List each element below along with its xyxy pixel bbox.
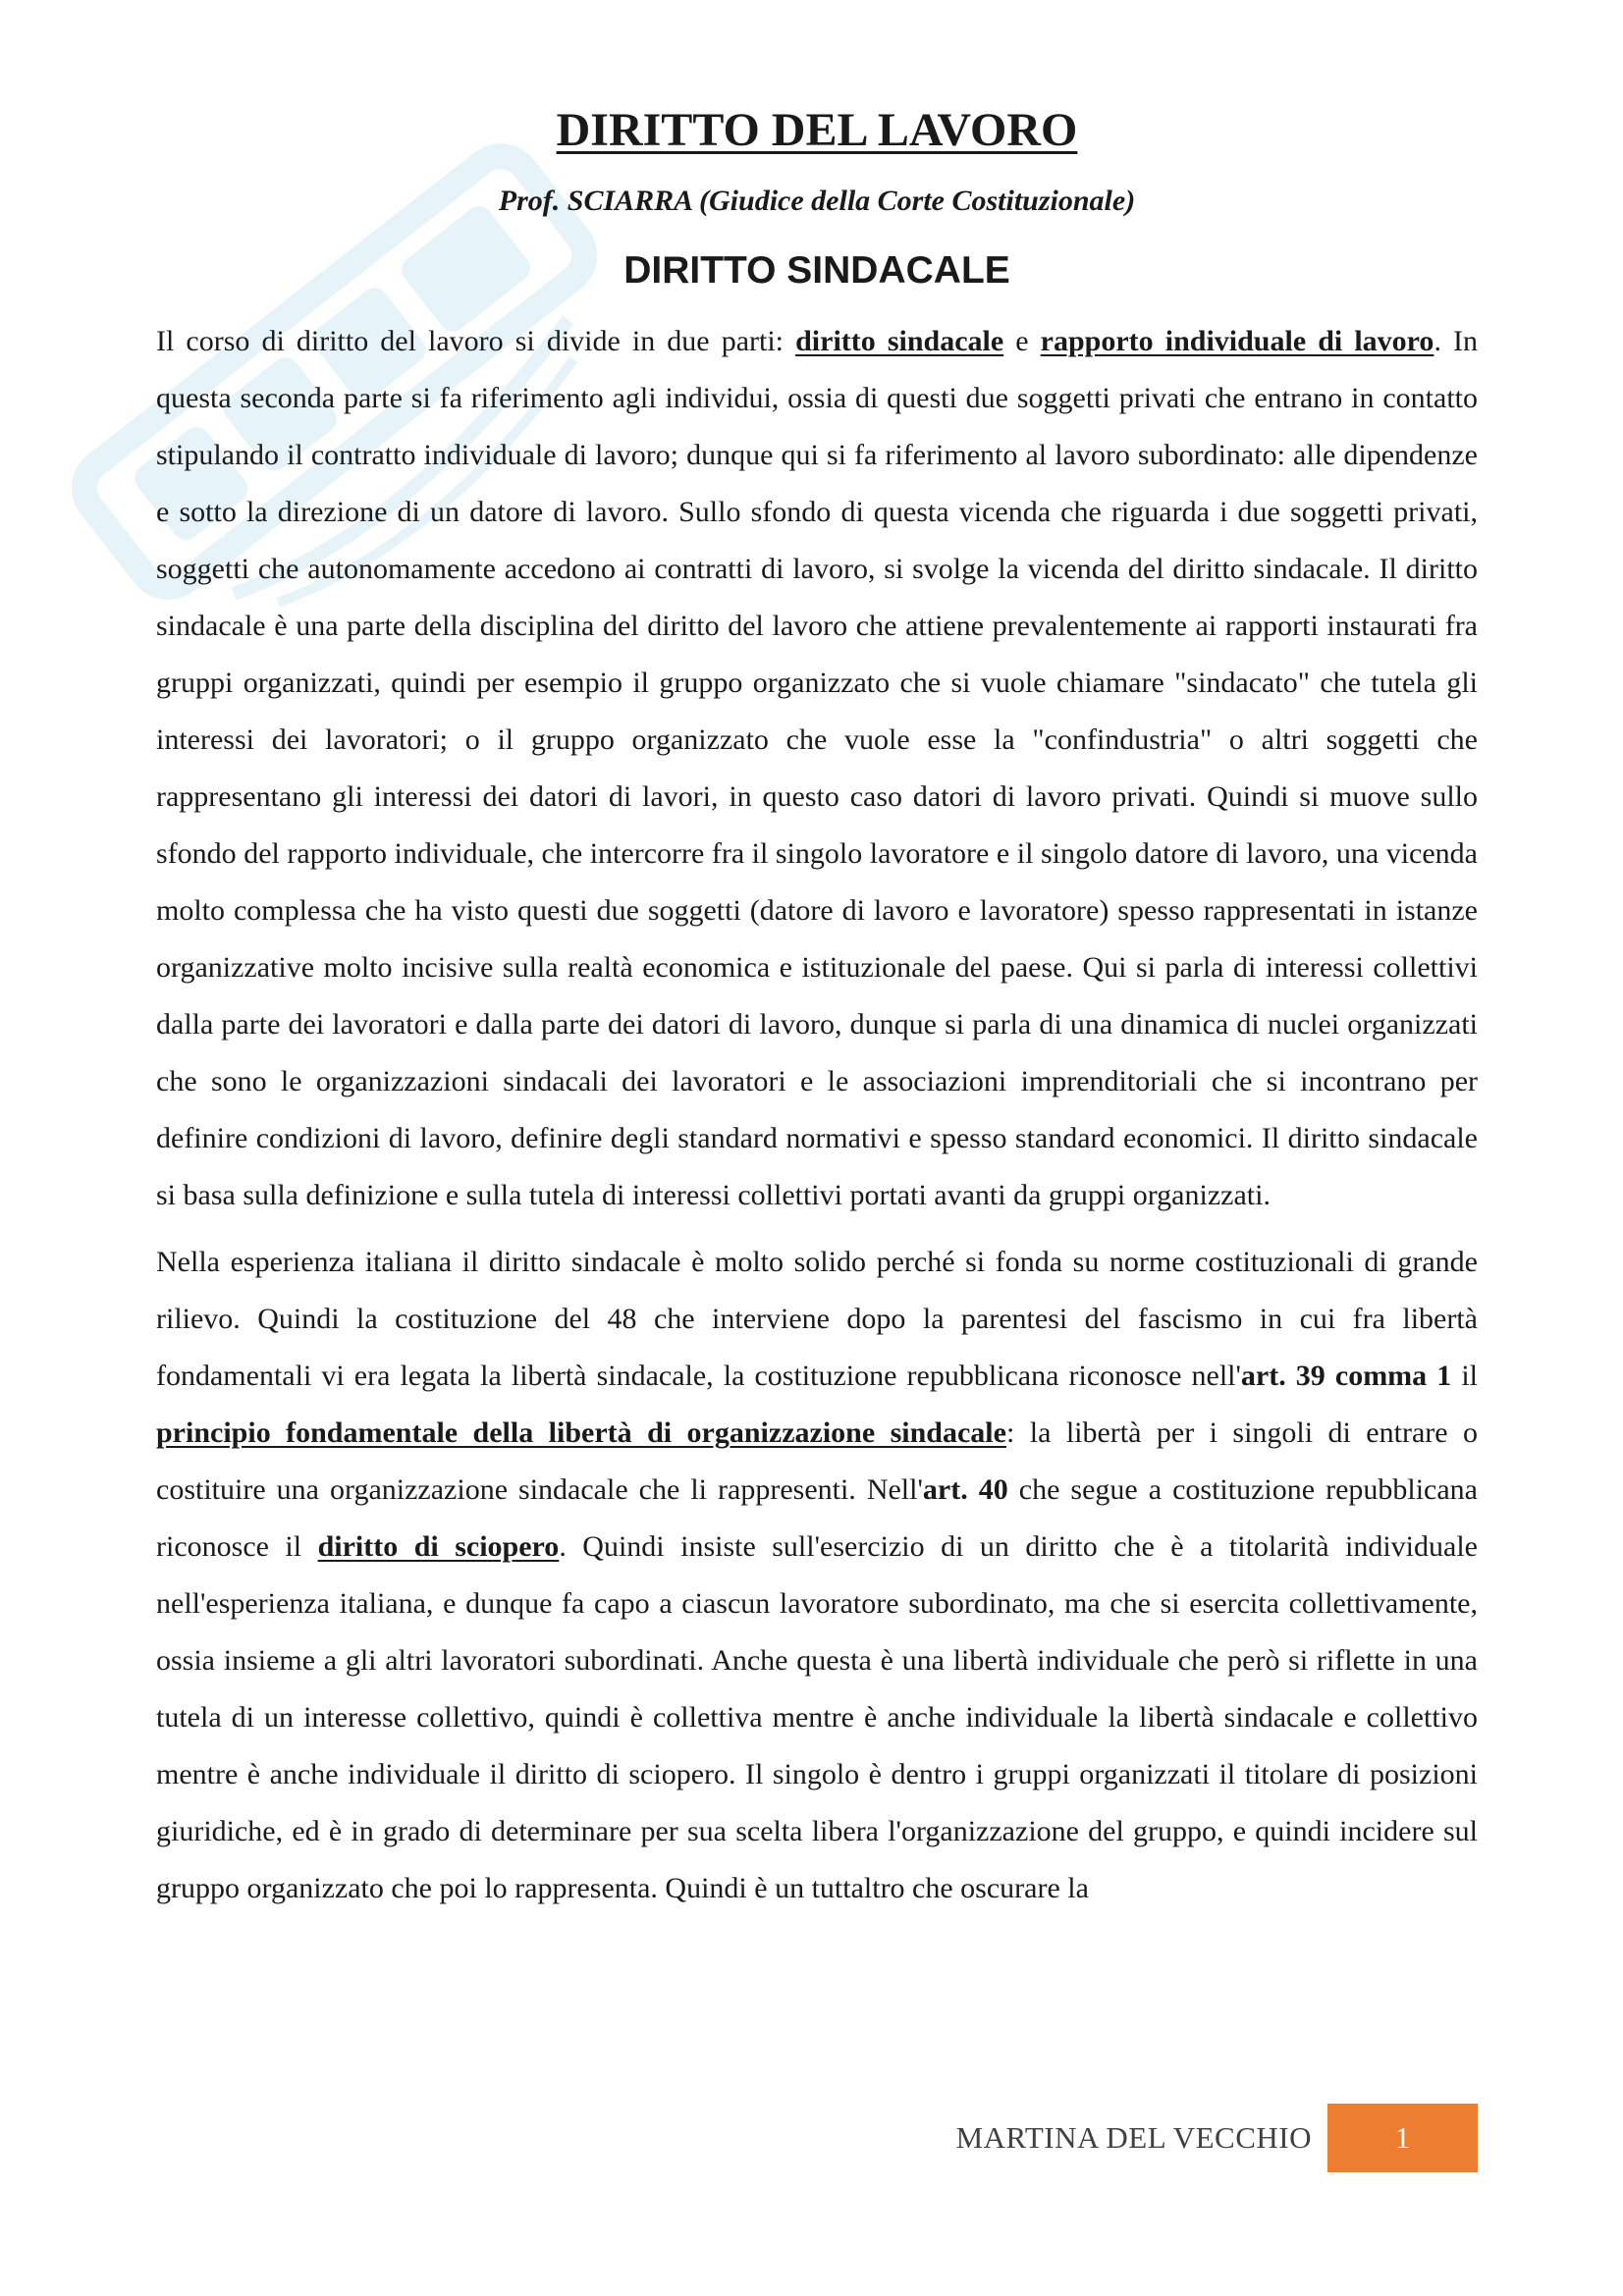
paragraph-intro — [156, 313, 1478, 1224]
page-number-badge: 1 — [1327, 2104, 1478, 2172]
text-run: il — [1451, 1360, 1478, 1392]
underlined-term: principio fondamentale della libertà di organizzazione sindacale — [156, 1416, 1006, 1449]
underlined-term: diritto sindacale — [795, 325, 1004, 357]
section-title: DIRITTO SINDACALE — [623, 249, 1010, 292]
footer-author: MARTINA DEL VECCHIO — [955, 2120, 1312, 2155]
text-run: e — [1003, 325, 1041, 357]
bold-reference: art. 40 — [922, 1473, 1008, 1506]
text-run: : la libertà per i singoli di entrare o costituire una organizzazione sindacale che li rappresenti. Nell' — [156, 1416, 1478, 1506]
page-footer — [0, 2104, 1623, 2172]
text-run: Nella esperienza italiana il diritto sindacale è molto solido perché si fonda su norme costituzionali di grande rilievo. Quindi la costituzione del 48 che interviene dopo la parentesi del fascismo in cui fra libertà fondamentali vi era legata la libertà sindacale, la costituzione repubblicana riconosce nell' — [156, 1246, 1478, 1392]
paragraph-constitution — [156, 1234, 1478, 1917]
document-page — [156, 93, 1478, 1917]
underlined-term: diritto di sciopero — [317, 1530, 560, 1563]
text-run: . In questa seconda parte si fa riferimento agli individui, ossia di questi due soggetti privati che entrano in contatto stipulando il contratto individuale di lavoro; dunque qui si fa riferimento al lavoro subordinato: alle dipendenze e sotto la direzione di un datore di lavoro. Sullo sfondo di questa vicenda che riguarda i due soggetti privati, soggetti che autonomamente accedono ai contratti di lavoro, si svolge la vicenda del diritto sindacale. Il diritto sindacale è una parte della disciplina del diritto del lavoro che attiene prevalentemente ai rapporti instaurati fra gruppi organizzati, quindi per esempio il gruppo organizzato che si vuole chiamare "sindacato" che tutela gli interessi dei lavoratori; o il gruppo organizzato che vuole esse la "confindustria" o altri soggetti che rappresentano gli interessi dei datori di lavori, in questo caso datori di lavoro privati. Quindi si muove sullo sfondo del rapporto individuale, che intercorre fra il singolo lavoratore e il singolo datore di lavoro, una vicenda molto complessa che ha visto questi due soggetti (datore di lavoro e lavoratore) spesso rappresentati in istanze organizzative molto incisive sulla realtà economica e istituzionale del paese. Qui si parla di interessi collettivi dalla parte dei lavoratori e dalla parte dei datori di lavoro, dunque si parla di una dinamica di nuclei organizzati che sono le organizzazioni sindacali dei lavoratori e le associazioni imprenditoriali che si incontrano per definire condizioni di lavoro, definire degli standard normativi e spesso standard economici. Il diritto sindacale si basa sulla definizione e sulla tutela di interessi collettivi portati avanti da gruppi organizzati. — [156, 325, 1479, 1211]
document-title: DIRITTO DEL LAVORO — [556, 104, 1078, 156]
text-run: che segue a costituzione repubblicana riconosce il — [156, 1473, 1479, 1563]
text-run: . Quindi insiste sull'esercizio di un diritto che è a titolarità individuale nell'esperienza italiana, e dunque fa capo a ciascun lavoratore subordinato, ma che si esercita collettivamente, ossia insieme a gli altri lavoratori subordinati. Anche questa è una libertà individuale che però si riflette in una tutela di un interesse collettivo, quindi è collettiva mentre è anche individuale la libertà sindacale e collettivo mentre è anche individuale il diritto di sciopero. Il singolo è dentro i gruppi organizzati il titolare di posizioni giuridiche, ed è in grado di determinare per sua scelta libera l'organizzazione del gruppo, e quindi incidere sul gruppo organizzato che poi lo rappresenta. Quindi è un tuttaltro che oscurare la — [156, 1530, 1478, 1904]
text-run: Il corso di diritto del lavoro si divide in due parti: — [156, 325, 796, 357]
document-subtitle: Prof. SCIARRA (Giudice della Corte Costituzionale) — [498, 185, 1136, 217]
underlined-term: rapporto individuale di lavoro — [1040, 325, 1434, 357]
bold-reference: art. 39 comma 1 — [1240, 1360, 1452, 1392]
